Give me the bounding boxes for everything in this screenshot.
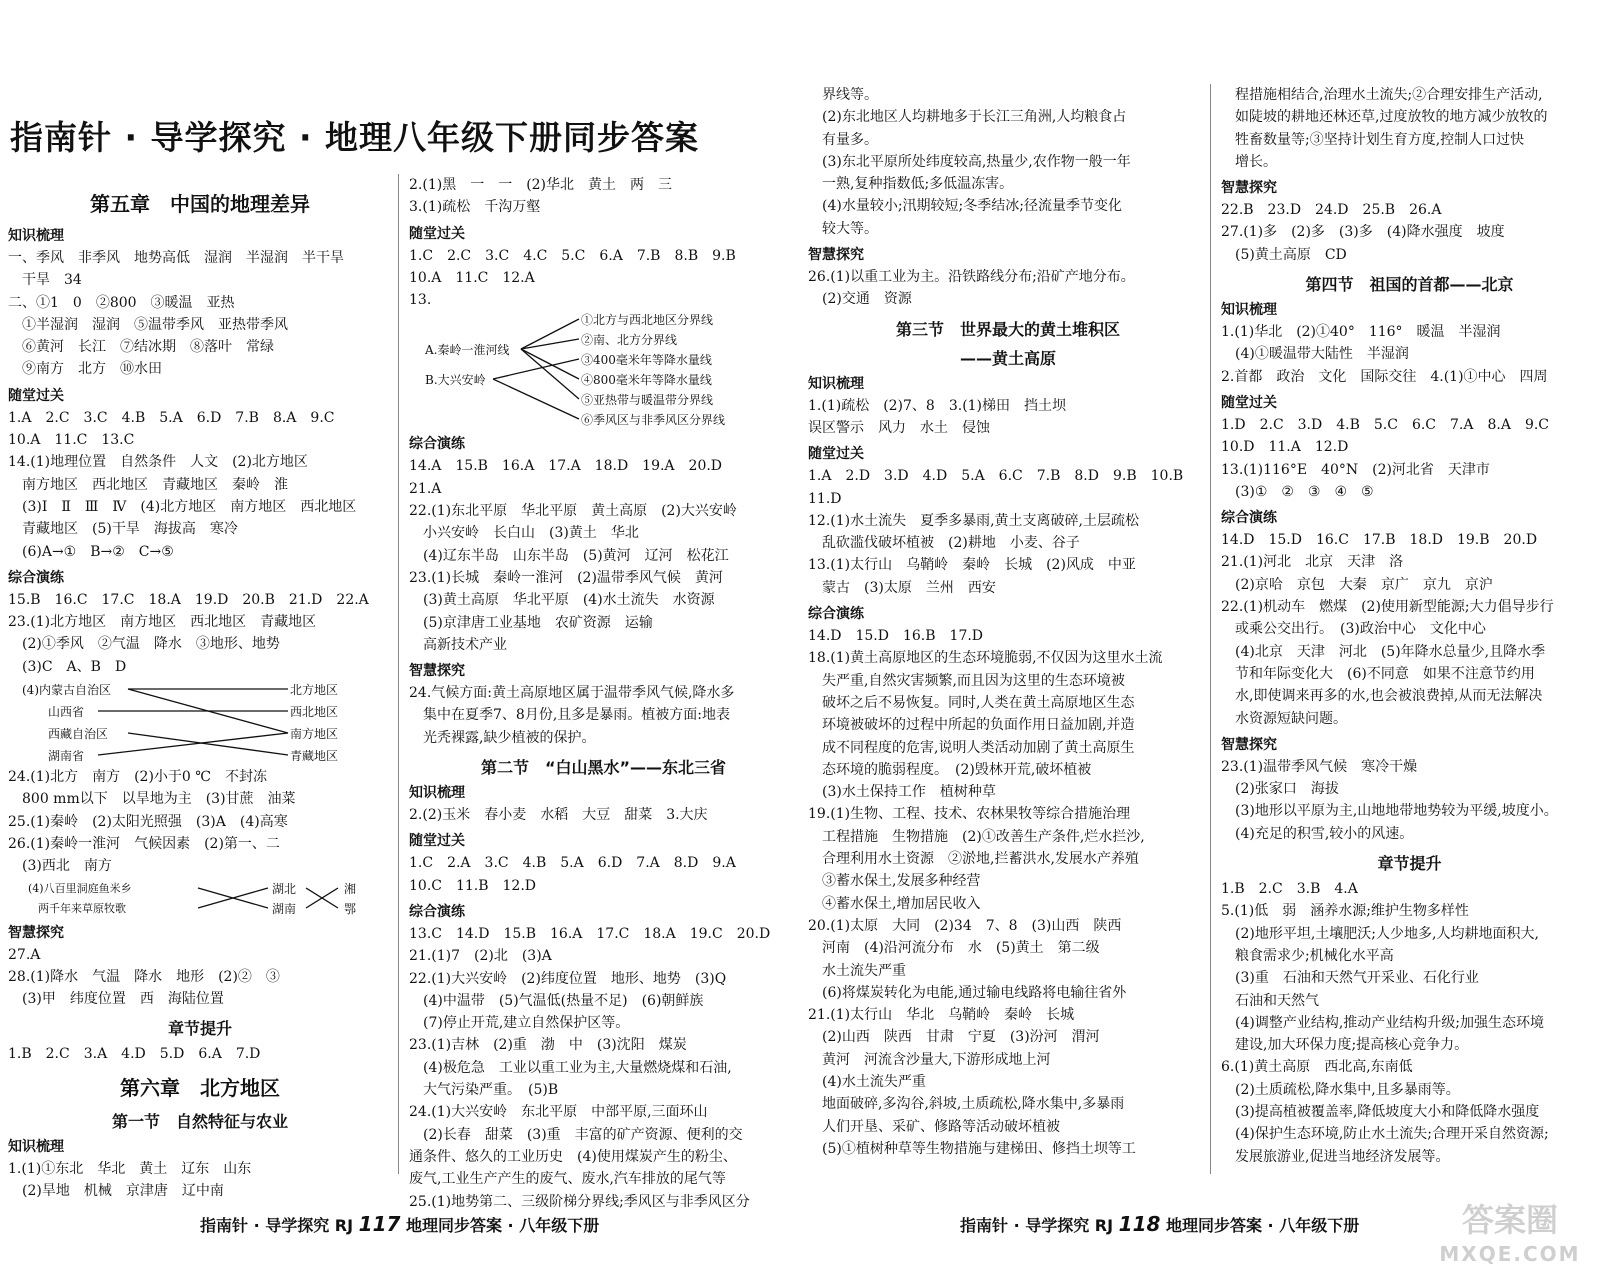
answer-line: 蒙古 (3)太原 兰州 西安 [822, 579, 996, 596]
answer-line: 有量多。 [822, 131, 878, 148]
answer-line: 21.(1)7 (2)北 (3)A [409, 948, 552, 965]
answer-line: 水,即使调来再多的水,也会被浪费掉,从而无法解决 [1235, 688, 1543, 705]
section-title: 第四节 祖国的首都——北京 [1305, 275, 1514, 295]
section-title: 第一节 自然特征与农业 [111, 1111, 288, 1131]
matching-diagram [8, 678, 392, 766]
answer-line: 增长。 [1235, 153, 1277, 170]
page-title: 指南针 · 导学探究 · 地理八年级下册同步答案 [10, 118, 700, 157]
answer-line: 1.A 2.D 3.D 4.D 5.A 6.C 7.B 8.D 9.B 10.B [808, 468, 1184, 485]
answer-line: 21.A [409, 480, 442, 497]
answer-line: 废气,工业生产产生的废气、废水,汽车排放的尾气等 [409, 1171, 726, 1188]
answer-line: 黄河 河流含沙量大,下游形成地上河 [822, 1051, 1051, 1068]
answer-line: 5.(1)低 弱 涵养水源;维护生物多样性 [1221, 903, 1469, 920]
answer-line: 26.(1)秦岭一淮河 气候因素 (2)第一、二 [8, 835, 280, 852]
match-left-item: 山西省 [48, 705, 85, 720]
match-right-item: 西北地区 [290, 705, 339, 720]
page-footer-left [200, 1212, 599, 1236]
answer-line: 14.D 15.D 16.C 17.B 18.D 19.B 20.D [1221, 532, 1538, 549]
match-right-item: 湘 [344, 881, 357, 896]
answer-line: (2)山西 陕西 甘肃 宁夏 (3)汾河 渭河 [822, 1029, 1100, 1046]
answer-line: (2)京哈 京包 大秦 京广 京九 京沪 [1235, 576, 1493, 593]
answer-line: (3)提高植被覆盖率,降低坡度大小和降低降水强度 [1235, 1103, 1540, 1120]
section-head: 随堂过关 [409, 833, 465, 850]
answer-line: 1.(1)疏松 (2)7、8 3.(1)梯田 挡土坝 [808, 397, 1067, 414]
answer-line: 13.C 14.D 15.B 16.A 17.C 18.A 19.C 20.D [409, 925, 771, 942]
answer-line: (5)①植树种草等生物措施与建梯田、修挡土坝等工 [822, 1140, 1136, 1157]
section-head: 智慧探究 [409, 663, 465, 680]
match-right-item: ⑤亚热带与暖温带分界线 [581, 393, 714, 408]
answer-line: (2)东北地区人均耕地多于长江三角洲,人均粮食占 [822, 109, 1127, 126]
answer-line: 10.C 11.B 12.D [409, 877, 537, 894]
answer-line: 石油和天然气 [1235, 992, 1319, 1009]
answer-line: ③蓄水保土,发展多种经营 [822, 873, 981, 890]
answer-line: (7)停止开荒,建立自然保护区等。 [423, 1015, 630, 1032]
page-number: 117 [358, 1212, 401, 1236]
section-head: 知识梳理 [409, 785, 465, 802]
answer-line: 水资源短缺问题。 [1235, 710, 1347, 727]
match-left-item: 两千年来草原牧歌 [38, 901, 126, 915]
answer-line: 13. [409, 292, 432, 309]
answer-line: (6)将煤炭转化为电能,通过输电线路将电输往省外 [822, 984, 1127, 1001]
watermark-text: 答案圈 [1461, 1201, 1558, 1239]
answer-line: (3)甲 纬度位置 西 海陆位置 [22, 991, 224, 1008]
answer-line: (3)C A、B D [22, 658, 127, 675]
answer-line: 27.(1)多 (2)多 (3)多 (4)降水强度 坡度 [1221, 224, 1505, 241]
section-head: 知识梳理 [808, 375, 864, 392]
answer-line: 误区警示 风力 水土 侵蚀 [808, 419, 990, 436]
answer-line: 21.(1)河北 北京 天津 洛 [1221, 554, 1404, 571]
answer-line: (4)①暖温带大陆性 半湿润 [1235, 346, 1409, 363]
answer-line: 成不同程度的危害,说明人类活动加剧了黄土高原生 [822, 739, 1135, 756]
answer-line: 水土流失严重 [822, 962, 906, 979]
answer-line: 15.B 16.C 17.C 18.A 19.D 20.B 21.D 22.A [8, 591, 369, 608]
match-right-item: ③400毫米年等降水量线 [581, 353, 712, 368]
answer-line: (5)京津唐工业基地 农矿资源 运输 [423, 614, 653, 631]
answer-line: (3)西北 南方 [22, 858, 112, 875]
section-head: 综合演练 [8, 569, 64, 586]
answer-line: 工程措施 生物措施 (2)①改善生产条件,烂水拦沙, [822, 828, 1145, 845]
answer-line: 通条件、悠久的工业历史 (4)使用煤炭产生的粉尘、 [409, 1148, 737, 1165]
match-right-item: ④800毫米年等降水量线 [581, 373, 712, 388]
answer-line: 失严重,自然灾害频繁,而且因为这里的生态环境被 [822, 672, 1125, 689]
answer-line: 人们开垦、采矿、修路等活动破坏植被 [822, 1118, 1060, 1135]
answer-line: 6.(1)黄土高原 西北高,东南低 [1221, 1059, 1413, 1076]
matching-diagram [8, 878, 392, 918]
answer-line: (4)充足的积雪,较小的风速。 [1235, 825, 1414, 842]
match-left-item: (4)内蒙古自治区 [22, 683, 111, 698]
answer-line: 一熟,复种指数低;多低温冻害。 [822, 176, 1014, 193]
answer-line: 10.A 11.C 12.A [409, 269, 535, 286]
watermark-url: MXQE.COM [1439, 1242, 1581, 1266]
answer-line: 23.(1)温带季风气候 寒冷干燥 [1221, 758, 1418, 775]
section-head: 智慧探究 [1221, 180, 1277, 197]
answer-line: 26.(1)以重工业为主。沿铁路线分布;沿矿产地分布。 [808, 269, 1135, 286]
match-right-item: 南方地区 [290, 727, 339, 742]
answer-line: 18.(1)黄土高原地区的生态环境脆弱,不仅因为这里水土流 [808, 650, 1163, 667]
answer-line: 22.(1)大兴安岭 (2)纬度位置 地形、地势 (3)Q [409, 970, 727, 987]
answer-line: 一、季风 非季风 地势高低 湿润 半湿润 半干旱 [8, 250, 344, 266]
answer-line: (2)①季风 ②气温 降水 ③地形、地势 [22, 636, 280, 653]
answer-line: 14.D 15.D 16.B 17.D [808, 628, 984, 645]
match-left-item: 西藏自治区 [48, 727, 109, 742]
answer-line: 高新技术产业 [423, 636, 507, 653]
answer-line: ⑥黄河 长江 ⑦结冰期 ⑧落叶 常绿 [22, 339, 274, 356]
answer-line: (3)水土保持工作 植树种草 [822, 784, 996, 801]
match-left-item: A.秦岭一淮河线 [425, 343, 510, 358]
answer-line: 1.C 2.A 3.C 4.B 5.A 6.D 7.A 8.D 9.A [409, 855, 736, 872]
section-title: 章节提升 [167, 1019, 232, 1039]
answer-line: 小兴安岭 长白山 (3)黄土 华北 [423, 525, 639, 542]
answer-line: 11.D [808, 490, 842, 507]
answer-line: 12.(1)水土流失 夏季多暴雨,黄土支离破碎,土层疏松 [808, 512, 1139, 529]
answer-line: 二、①1 0 ②800 ③暖温 亚热 [8, 294, 235, 311]
answer-column-3 [808, 84, 1208, 1160]
answer-line: (2)交通 资源 [822, 291, 912, 308]
answer-line: 22.B 23.D 24.D 25.B 26.A [1221, 202, 1442, 219]
answer-line: ⑨南方 北方 ⑩水田 [22, 361, 162, 378]
page-number: 118 [1118, 1212, 1161, 1236]
answer-line: 3.(1)疏松 千沟万壑 [409, 199, 541, 216]
section-head: 知识梳理 [1221, 302, 1277, 319]
answer-line: ④蓄水保土,增加居民收入 [822, 895, 981, 912]
answer-line: 20.(1)太原 大同 (2)34 7、8 (3)山西 陕西 [808, 917, 1122, 934]
answer-line: 24.气候方面:黄土高原地区属于温带季风气候,降水多 [409, 685, 735, 702]
answer-line: 发展旅游业,促进当地经济发展等。 [1235, 1148, 1450, 1165]
answer-line: 较大等。 [822, 220, 878, 237]
match-right-item: ①北方与西北地区分界线 [581, 313, 714, 328]
section-head: 综合演练 [409, 903, 465, 920]
match-mid-item: 湖南 [272, 901, 297, 916]
answer-line: 集中在夏季7、8月份,且多是暴雨。植被方面:地表 [423, 707, 730, 724]
answer-line: 青藏地区 (5)干旱 海拔高 寒冷 [22, 521, 238, 538]
answer-line: 21.(1)太行山 华北 乌鞘岭 秦岭 长城 [808, 1007, 1075, 1024]
answer-line: (4)保护生态环境,防止水土流失;合理开采自然资源; [1235, 1126, 1549, 1143]
section-subtitle: ——黄土高原 [959, 348, 1056, 368]
answer-line: 800 mm以下 以旱地为主 (3)甘蔗 油菜 [22, 791, 296, 808]
answer-column-2 [398, 174, 798, 1210]
section-head: 智慧探究 [8, 924, 64, 941]
answer-line: (5)黄土高原 CD [1235, 246, 1347, 263]
answer-line: 23.(1)长城 秦岭一淮河 (2)温带季风气候 黄河 [409, 569, 723, 586]
answer-line: 合理利用水土资源 ②淤地,拦蓄洪水,发展水产养殖 [822, 851, 1139, 868]
footer-subject: 地理同步答案 · 八年级下册 [1165, 1216, 1360, 1235]
answer-line: 粮食需求少;机械化水平高 [1235, 947, 1394, 964]
match-left-item: (4)八百里洞庭鱼米乡 [28, 881, 132, 895]
section-title: 第二节 “白山黑水”——东北三省 [480, 758, 727, 778]
answer-line: 14.A 15.B 16.A 17.A 18.D 19.A 20.D [409, 458, 723, 475]
answer-line: 14.(1)地理位置 自然条件 人文 (2)北方地区 [8, 454, 308, 471]
answer-line: (4)水量较小;汛期较短;冬季结冰;径流量季节变化 [822, 198, 1122, 215]
answer-line: 13.(1)太行山 乌鞘岭 秦岭 长城 (2)风成 中亚 [808, 557, 1136, 574]
answer-line: 破坏之后不易恢复。同时,人类在黄土高原地区生态 [822, 694, 1135, 711]
answer-line: (3)① ② ③ ④ ⑤ [1235, 483, 1374, 500]
answer-line: (3)黄土高原 华北平原 (4)水土流失 水资源 [423, 592, 715, 609]
answer-line: 光秃裸露,缺少植被的保护。 [423, 729, 596, 746]
match-right-item: 青藏地区 [290, 749, 339, 764]
answer-line: 10.A 11.C 13.C [8, 432, 135, 449]
answer-line: 22.(1)东北平原 华北平原 黄土高原 (2)大兴安岭 [409, 503, 737, 520]
answer-line: (2)旱地 机械 京津唐 辽中南 [22, 1183, 224, 1200]
footer-subject: 地理同步答案 · 八年级下册 [405, 1216, 600, 1235]
answer-line: (4)辽东半岛 山东半岛 (5)黄河 辽河 松花江 [423, 547, 729, 564]
page-footer-right [960, 1212, 1359, 1236]
answer-column-4 [1210, 84, 1598, 1174]
section-head: 智慧探究 [808, 247, 864, 264]
answer-line: 24.(1)大兴安岭 东北平原 中部平原,三面环山 [409, 1104, 708, 1121]
answer-line: 界线等。 [822, 87, 878, 103]
answer-line: (2)地形平坦,土壤肥沃;人少地多,人均耕地面积大, [1235, 925, 1539, 942]
answer-line: 干旱 34 [22, 272, 82, 289]
footer-brand: 指南针 · 导学探究 RJ [200, 1216, 354, 1235]
match-mid-item: 湖北 [272, 881, 297, 896]
answer-line: 环境被破坏的过程中所起的负面作用日益加剧,并造 [822, 717, 1135, 734]
answer-line: (3)重 石油和天然气开采业、石化行业 [1235, 970, 1479, 987]
watermark-logo [1424, 1200, 1596, 1276]
answer-line: 1.(1)华北 (2)①40° 116° 暖温 半湿润 [1221, 324, 1501, 341]
answer-line: (4)调整产业结构,推动产业结构升级;加强生态环境 [1235, 1014, 1544, 1031]
answer-line: 25.(1)秦岭 (2)太阳光照强 (3)A (4)高寒 [8, 813, 288, 830]
section-head: 随堂过关 [409, 225, 465, 242]
chapter-title: 第五章 中国的地理差异 [90, 192, 310, 216]
answer-line: 22.(1)机动车 燃煤 (2)使用新型能源;大力倡导步行 [1221, 599, 1554, 616]
section-head: 知识梳理 [8, 1138, 64, 1155]
footer-brand: 指南针 · 导学探究 RJ [960, 1216, 1114, 1235]
match-right-item: ②南、北方分界线 [581, 333, 678, 348]
answer-line: 1.(1)①东北 华北 黄土 辽东 山东 [8, 1160, 252, 1177]
answer-line: 13.(1)116°E 40°N (2)河北省 天津市 [1221, 461, 1490, 478]
match-right-item: 鄂 [344, 901, 357, 916]
answer-line: 28.(1)降水 气温 降水 地形 (2)② ③ [8, 968, 280, 985]
answer-line: 1.B 2.C 3.B 4.A [1221, 881, 1358, 898]
answer-line: 程措施相结合,治理水土流失;②合理安排生产活动, [1235, 87, 1543, 103]
section-head: 智慧探究 [1221, 736, 1277, 753]
answer-line: 2.首都 政治 文化 国际交往 4.(1)①中心 四周 [1221, 368, 1548, 385]
answer-line: 24.(1)北方 南方 (2)小于0 ℃ 不封冻 [8, 769, 267, 786]
answer-line: 2.(1)黑 一 一 (2)华北 黄土 两 三 [409, 177, 673, 193]
answer-line: 乱砍滥伐破坏植被 (2)耕地 小麦、谷子 [822, 535, 1080, 552]
answer-line: 25.(1)地势第二、三级阶梯分界线;季风区与非季风区分 [409, 1193, 750, 1210]
answer-line: 1.C 2.C 3.C 4.C 5.C 6.A 7.B 8.B 9.B [409, 247, 736, 264]
section-head: 综合演练 [409, 436, 465, 453]
match-left-item: 湖南省 [48, 749, 85, 764]
answer-line: (3)Ⅰ Ⅱ Ⅲ Ⅳ (4)北方地区 南方地区 西北地区 [22, 498, 357, 515]
answer-column-1 [8, 182, 392, 1202]
answer-line: (6)A→① B→② C→⑤ [22, 543, 174, 560]
answer-line: 河南 (4)沿河流分布 水 (5)黄土 第二级 [822, 940, 1100, 957]
answer-line: (3)地形以平原为主,山地地带地势较为平缓,坡度小。 [1235, 803, 1558, 820]
answer-line: 态环境的脆弱程度。 (2)毁林开荒,破坏植被 [822, 761, 1092, 778]
answer-line: ①半湿润 湿润 ⑤温带季风 亚热带季风 [22, 316, 288, 333]
answer-line: 23.(1)北方地区 南方地区 西北地区 青藏地区 [8, 614, 317, 631]
answer-line: (4)水土流失严重 [822, 1073, 926, 1090]
answer-line: 牲畜数量等;③坚持计划生育方度,控制人口过快 [1235, 131, 1525, 148]
answer-line: (4)极危急 工业以重工业为主,大量燃烧煤和石油, [423, 1059, 732, 1076]
answer-line: (2)张家口 海拔 [1235, 781, 1339, 798]
answer-line: 2.(2)玉米 春小麦 水稻 大豆 甜菜 3.大庆 [409, 807, 708, 824]
matching-diagram [409, 311, 798, 429]
section-head: 随堂过关 [808, 446, 864, 463]
answer-line: 1.D 2.C 3.D 4.B 5.C 6.C 7.A 8.A 9.C [1221, 416, 1550, 433]
answer-line: 1.B 2.C 3.A 4.D 5.D 6.A 7.D [8, 1046, 261, 1063]
section-title: 章节提升 [1377, 854, 1442, 874]
answer-line: (4)北京 天津 河北 (5)年降水总量少,且降水季 [1235, 643, 1546, 660]
answer-line: (4)中温带 (5)气温低(热量不足) (6)朝鲜族 [423, 992, 704, 1009]
match-right-item: 北方地区 [290, 683, 339, 698]
answer-line: 南方地区 西北地区 青藏地区 秦岭 淮 [22, 476, 288, 493]
answer-line: 地面破碎,多沟谷,斜坡,土质疏松,降水集中,多暴雨 [822, 1096, 1125, 1113]
answer-line: (2)长春 甜菜 (3)重 丰富的矿产资源、便利的交 [423, 1126, 743, 1143]
answer-line: (2)土质疏松,降水集中,且多暴雨等。 [1235, 1081, 1460, 1098]
answer-line: 1.A 2.C 3.C 4.B 5.A 6.D 7.B 8.A 9.C [8, 409, 335, 426]
chapter-title: 第六章 北方地区 [120, 1075, 280, 1100]
section-head: 综合演练 [1221, 510, 1277, 527]
answer-line: 23.(1)吉林 (2)重 渤 中 (3)沈阳 煤炭 [409, 1037, 687, 1054]
answer-line: 或乘公交出行。 (3)政治中心 文化中心 [1235, 621, 1486, 638]
answer-line: 10.D 11.A 12.D [1221, 439, 1349, 456]
answer-line: (3)东北平原所处纬度较高,热量少,农作物一般一年 [822, 153, 1131, 170]
answer-line: 19.(1)生物、工程、技术、农林果牧等综合措施治理 [808, 806, 1131, 823]
section-head: 综合演练 [808, 606, 864, 623]
match-right-item: ⑥季风区与非季风区分界线 [581, 413, 726, 428]
answer-line: 27.A [8, 946, 41, 963]
match-left-item: B.大兴安岭 [425, 373, 486, 388]
answer-line: 如陡坡的耕地还林还草,过度放牧的地方减少放牧的 [1235, 109, 1548, 126]
answer-line: 大气污染严重。 (5)B [423, 1082, 559, 1099]
answer-line: 建设,加大环保力度;提高核心竞争力。 [1235, 1037, 1469, 1054]
section-head: 随堂过关 [8, 387, 64, 404]
answer-line: 节和年际变化大 (6)不同意 如果不注意节约用 [1235, 665, 1535, 682]
section-head: 知识梳理 [8, 228, 64, 244]
section-title: 第三节 世界最大的黄土堆积区 [895, 319, 1120, 339]
section-head: 随堂过关 [1221, 394, 1277, 411]
